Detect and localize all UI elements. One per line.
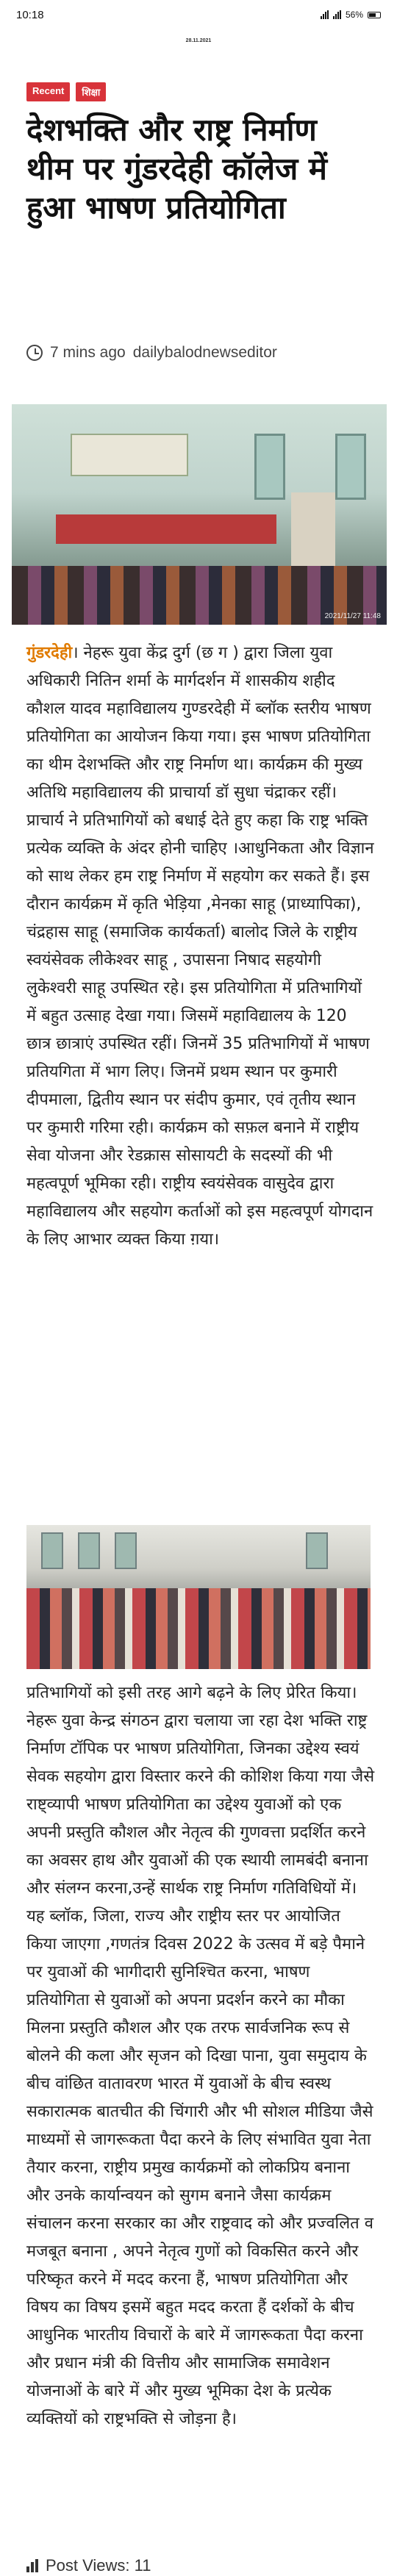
article-photo-1 <box>12 404 387 625</box>
event-banner <box>71 434 188 476</box>
author-link[interactable]: dailybalodnewseditor <box>132 344 277 361</box>
podium <box>291 492 335 566</box>
category-badges <box>26 82 106 101</box>
signal-icon <box>321 10 329 19</box>
stage-table <box>56 514 276 544</box>
bar-chart-icon <box>26 2559 38 2572</box>
photo-timestamp: 2021/11/27 11:48 <box>324 612 381 620</box>
badge-recent[interactable]: Recent <box>26 82 70 101</box>
window <box>335 434 366 500</box>
article-headline: देशभक्ति और राष्ट्र निर्माण थीम पर गुंडरदेही कॉलेज में हुआ भाषण प्रतियोगिता <box>26 112 328 226</box>
window <box>115 1532 137 1569</box>
badge-category[interactable]: शिक्षा <box>76 82 106 101</box>
article-photo-2 <box>26 1525 371 1669</box>
status-icons <box>321 10 381 20</box>
audience <box>26 1588 371 1669</box>
window <box>254 434 285 500</box>
date-stamp: 28.11.2021 <box>185 38 212 43</box>
battery-percent: 56% <box>345 10 363 20</box>
window <box>41 1532 63 1569</box>
post-views-label: Post Views: 11 <box>46 2556 151 2575</box>
battery-icon <box>368 12 381 18</box>
article-lead-location: गुंडरदेही <box>26 644 73 662</box>
article-paragraph-1 <box>26 639 375 1254</box>
clock-icon <box>26 345 43 361</box>
status-time: 10:18 <box>16 8 44 21</box>
post-views <box>26 2556 151 2575</box>
signal-icon <box>333 10 341 19</box>
window <box>306 1532 328 1569</box>
status-bar <box>0 0 397 29</box>
article-paragraph-2: प्रतिभागियों को इसी तरह आगे बढ़ने के लिए प्रेरित किया। नेहरू युवा केन्द्र संगठन द्वारा चलाया जा रहा देश भक्ति राष्ट्र निर्माण टॉपिक पर भाषण प्रतियोगिता, जिनका उद्देश्य स्वयं सेवक सहयोग द्वारा विस्तार करने की कोशिश किया गया जैसे राष्ट्व्यापी भाषण प्रतियोगिता का उद्देश्य युवाओं को एक अपनी प्रस्तुति कौशल और नेतृत्व की गुणवत्ता प्रदर्शित करने का अवसर हाथ और युवाओं की एक स्थायी लामबंदी बनाना और संलग्न करना,उन्हें सार्थक राष्ट्र निर्माण गतिविधियों में। यह ब्लॉक, जिला, राज्य और राष्ट्रीय स्तर पर आयोजित किया जाएगा ,गणतंत्र दिवस 2022 के उत्सव में बड़े पैमाने पर युवाओं की भागीदारी सुनिश्चित करना, भाषण प्रतियोगिता से युवाओं को अपना प्रदर्शन करने का मौका मिलना प्रस्तुति कौशल और एक तरफ सार्वजनिक रूप से बोलने की कला और सृजन को दिखा पाना, युवा समुदाय के बीच वांछित वातावरण भारत में युवाओं के बीच स्वस्थ सकारात्मक बातचीत की चिंगारी और भी सोशल मीडिया जैसे माध्यमों से जागरूकता पैदा करने के लिए संभावित युवा नेता तैयार करना, राष्ट्रीय प्रमुख कार्यक्रमों को लोकप्रिय बनाना और उनके कार्यान्वयन को सुगम बनाने जैसा कार्यक्रम संचालन करना सरकार का और राष्ट्रवाद को और प्रज्वलित व मजबूत बनाना , अपने नेतृत्व गुणों को विकसित करने और परिष्कृत करने में मदद करना हैं, भाषण प्रतियोगिता और विषय का विषय इसमें बहुत मदद करता हैं दर्शकों के बीच आधुनिक भारतीय विचारों के बारे में जागरूकता पैदा करना और प्रधान मंत्री की वित्तीय और सामाजिक समावेशन योजनाओं के बारे में और मुख्य भूमिका देश के प्रत्येक व्यक्तियों को राष्ट्रभक्ति से जोड़ना है। <box>26 1684 375 2428</box>
article-meta <box>26 344 277 362</box>
time-ago: 7 mins ago <box>50 344 126 361</box>
article-paragraph-1-text: । नेहरू युवा केंद्र दुर्ग (छ ग ) द्वारा जिला युवा अधिकारी नितिन शर्मा के मार्गदर्शन में शासकीय शहीद कौशल यादव महाविद्यालय गुण्डरदेही में ब्लॉक स्तरीय भाषण प्रतियोगिता का आयोजन किया गया। इस भाषण प्रतियोगिता का थीम देशभक्ति और राष्ट्र निर्माण था। कार्यक्रम की मुख्य अतिथि महाविद्यालय की प्राचार्या डॉ सुधा चंद्राकर रहीं। प्राचार्य ने प्रतिभागियों को बधाई देते हुए कहा कि राष्ट्र भक्ति प्रत्येक व्यक्ति के अंदर होनी चाहिए ।आधुनिकता और विज्ञान को साथ लेकर हम राष्ट्र निर्माण में सहयोग कर सकते हैं। इस दौरान कार्यक्रम में कृति भेड़िया ,मेनका साहू (प्राध्यापिका), चंद्रहास साहू (समाजिक कार्यकर्ता) बालोद जिले के राष्ट्रीय स्वयंसेवक लीकेश्वर साहू , उपासना निषाद सहयोगी लुकेश्वरी साहू उपस्थित रहे। इस प्रतियोगिता में प्रतिभागियों में बहुत उत्साह देखा गया। जिसमें महाविद्यालय के 120 छात्र छात्राएं उपस्थित रहीं। जिनमें 35 प्रतिभागियों में भाषण प्रतियगिता में भाग लिए। जिनमें प्रथम स्थान पर कुमारी दीपमाला, द्वितीय स्थान पर संदीप कुमार, एवं तृतीय स्थान पर कुमारी गरिमा रही। कार्यक्रम को सफ़ल बनाने में राष्ट्रीय सेवा योजना और रेडक्रास सोसायटी के सदस्यों की भी महत्वपूर्ण भूमिका रही। राष्ट्रीय स्वयंसेवक वासुदेव द्वारा महाविद्यालय और सहयोग कर्ताओं को इस महत्वपूर्ण योगदान के लिए आभार व्यक्त किया ग़या। <box>26 644 374 1249</box>
window <box>78 1532 100 1569</box>
